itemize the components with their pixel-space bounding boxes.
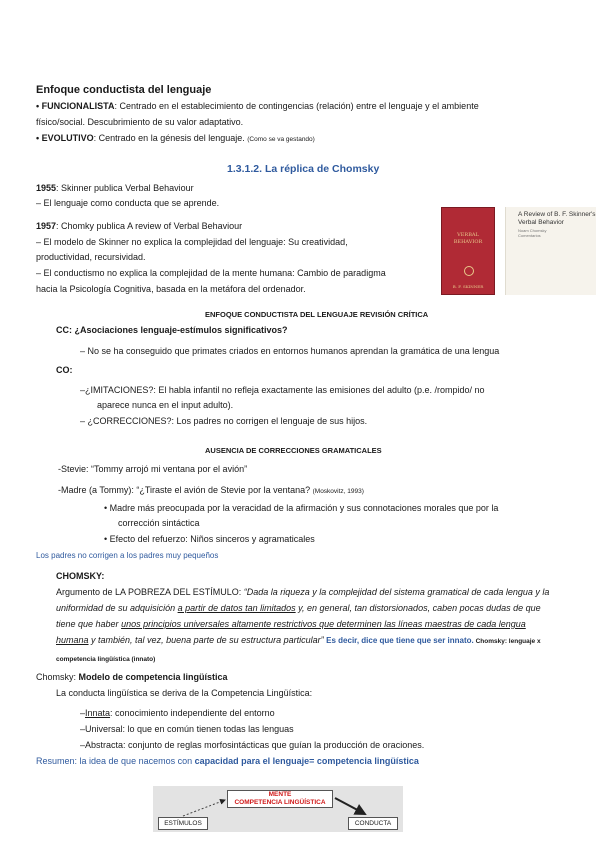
modelo-title-bold: Modelo de competencia lingüística xyxy=(78,672,228,682)
chomsky-quote-1-underlined: a partir de datos tan limitados xyxy=(177,603,296,613)
universal-line: –Universal: lo que en común tienen todas las lenguas xyxy=(80,724,294,734)
evolutivo-note: (Como se va gestando) xyxy=(247,136,315,143)
chomsky-es-decir: Es decir, dice que tiene que ser innato. xyxy=(326,636,474,645)
chomsky-quote-2: y, en general, tan distorsionados, caben pocas dudas de que tiene que haber xyxy=(56,603,541,629)
evolutivo-text: : Centrado en la génesis del lenguaje. xyxy=(93,133,248,143)
year-1955: 1955 xyxy=(36,183,57,193)
imitaciones-line-2: aparece nunca en el input adulto). xyxy=(97,400,234,410)
book-info-title xyxy=(518,211,595,227)
modelo-intro: La conducta lingüística se deriva de la Competencia Lingüística: xyxy=(56,688,313,698)
cc-text: – No se ha conseguido que primates criados en entornos humanos aprendan la gramática de una lengua xyxy=(80,346,500,356)
arrow-estimulo-mente xyxy=(183,800,225,816)
section-title-replica: 1.3.1.2. La réplica de Chomsky xyxy=(227,163,380,175)
ausencia-note: Los padres no corrigen a los padres muy pequeños xyxy=(36,551,219,560)
bullet-madre-a: • Madre más preocupada por la veracidad de la afirmación y sus connotaciones morales que por la xyxy=(104,503,499,513)
competencia-label: COMPETENCIA LINGÜÍSTICA xyxy=(234,798,326,806)
book-emblem-icon xyxy=(464,266,474,276)
arrow-mente-conducta xyxy=(335,798,365,814)
chomsky-quote-3: y también, tal vez, buena parte de su estructura particular” xyxy=(88,635,327,645)
estimulos-box: ESTÍMULOS xyxy=(158,817,208,830)
chomsky-arg-intro: Argumento de LA POBREZA DEL ESTÍMULO: xyxy=(56,587,244,597)
line-1957-b: productividad, recursividad. xyxy=(36,252,146,262)
imitaciones-label: –¿IMITACIONES? xyxy=(80,385,154,395)
competencia-diagram xyxy=(153,786,403,832)
line-1957-a: – El modelo de Skinner no explica la complejidad del lenguaje: Su creatividad, xyxy=(36,237,348,247)
evolutivo-line xyxy=(36,132,315,146)
chomsky-quote-paragraph xyxy=(56,584,552,668)
funcionalista-line xyxy=(36,100,479,112)
line-1955-detail: – El lenguaje como conducta que se aprende. xyxy=(36,198,220,208)
book-cover-image xyxy=(441,207,495,295)
mente-label: MENTE xyxy=(268,791,292,798)
co-label: CO: xyxy=(56,365,73,375)
evolutivo-label: • EVOLUTIVO xyxy=(36,133,94,143)
stevie-line: -Stevie: “Tommy arrojó mi ventana por el avión” xyxy=(58,464,248,474)
madre-cite: (Moskovitz, 1993) xyxy=(312,488,364,495)
line-1957-c: – El conductismo no explica la complejidad de la mente humana: Cambio de paradigma xyxy=(36,268,386,278)
bullet-madre-b: corrección sintáctica xyxy=(118,518,200,528)
funcionalista-line-2: físico/social. Descubrimiento de su valor adaptativo. xyxy=(36,117,244,127)
book-cover-title xyxy=(442,232,494,246)
book-cover-author: B. F. SKINNER xyxy=(452,284,484,289)
bullet-refuerzo: • Efecto del refuerzo: Niños sinceros y agramaticales xyxy=(104,534,315,544)
book-info-meta xyxy=(518,228,546,238)
text-1955: : Skinner publica Verbal Behaviour xyxy=(56,183,194,193)
innata-label: Innata xyxy=(85,708,111,718)
line-1955 xyxy=(36,182,194,194)
correcciones-text: : Los padres no corrigen el lenguaje de sus hijos. xyxy=(171,416,368,426)
resumen-line xyxy=(36,755,419,767)
innata-text: : conocimiento independiente del entorno xyxy=(110,708,275,718)
imitaciones-line xyxy=(80,384,485,396)
chomsky-tail: Chomsky: lenguaje x competencia lingüística (innato) xyxy=(56,638,541,663)
book-info-image xyxy=(505,207,596,295)
correcciones-label: – ¿CORRECCIONES? xyxy=(80,416,172,426)
chomsky-quote-2-underlined: unos principios universales altamente restrictivos que determinen las líneas maestras de cada lengua humana xyxy=(56,619,526,645)
imitaciones-text: : El habla infantil no refleja exactamente las emisiones del adulto (p.e. /rompido/ no xyxy=(153,385,485,395)
line-1957-d: hacia la Psicología Cognitiva, basada en la metáfora del ordenador. xyxy=(36,284,306,294)
resumen-pre: Resumen: la idea de que nacemos con xyxy=(36,756,195,766)
madre-text: -Madre (a Tommy): “¿Tiraste el avión de Stevie por la ventana? xyxy=(58,485,313,495)
correcciones-line xyxy=(80,415,367,427)
book-info-line4: Comentarios xyxy=(518,233,541,238)
year-1957: 1957 xyxy=(36,221,57,231)
mente-box xyxy=(227,790,333,808)
madre-line xyxy=(58,484,364,498)
cc-label: CC: ¿Asociaciones lenguaje-estímulos significativos? xyxy=(56,325,288,335)
innata-line: –Innata: conocimiento independiente del entorno xyxy=(80,708,275,718)
chomsky-label: CHOMSKY: xyxy=(56,571,105,581)
funcionalista-label: • FUNCIONALISTA xyxy=(36,101,115,111)
modelo-title-pre: Chomsky: xyxy=(36,672,79,682)
modelo-title xyxy=(36,671,228,683)
chomsky-quote-1: “Dada la riqueza y la complejidad del sistema gramatical de cada lengua y la uniformidad de su adquisición xyxy=(56,587,550,613)
book-cover-title-line1: VERBAL xyxy=(457,232,479,238)
book-info-line2: Verbal Behavior xyxy=(518,219,564,226)
abstracta-line: –Abstracta: conjunto de reglas morfosintácticas que guían la producción de oraciones. xyxy=(80,740,425,750)
book-info-line1: A Review of B. F. Skinner's xyxy=(518,211,596,218)
resumen-bold: capacidad para el lenguaje= competencia lingüística xyxy=(194,756,419,766)
revision-title: ENFOQUE CONDUCTISTA DEL LENGUAJE REVISIÓN CRÍTICA xyxy=(205,310,429,319)
funcionalista-text: : Centrado en el establecimiento de contingencias (relación) entre el lenguaje y el ambiente xyxy=(114,101,479,111)
book-info-line3: Noam Chomsky xyxy=(518,228,547,233)
line-1957 xyxy=(36,220,242,232)
text-1957: : Chomky publica A review of Verbal Behaviour xyxy=(56,221,243,231)
ausencia-title: AUSENCIA DE CORRECCIONES GRAMATICALES xyxy=(205,446,382,455)
conducta-box: CONDUCTA xyxy=(348,817,398,830)
book-cover-title-line2: BEHAVIOR xyxy=(453,239,483,245)
section-title-enfoque: Enfoque conductista del lenguaje xyxy=(36,84,212,96)
